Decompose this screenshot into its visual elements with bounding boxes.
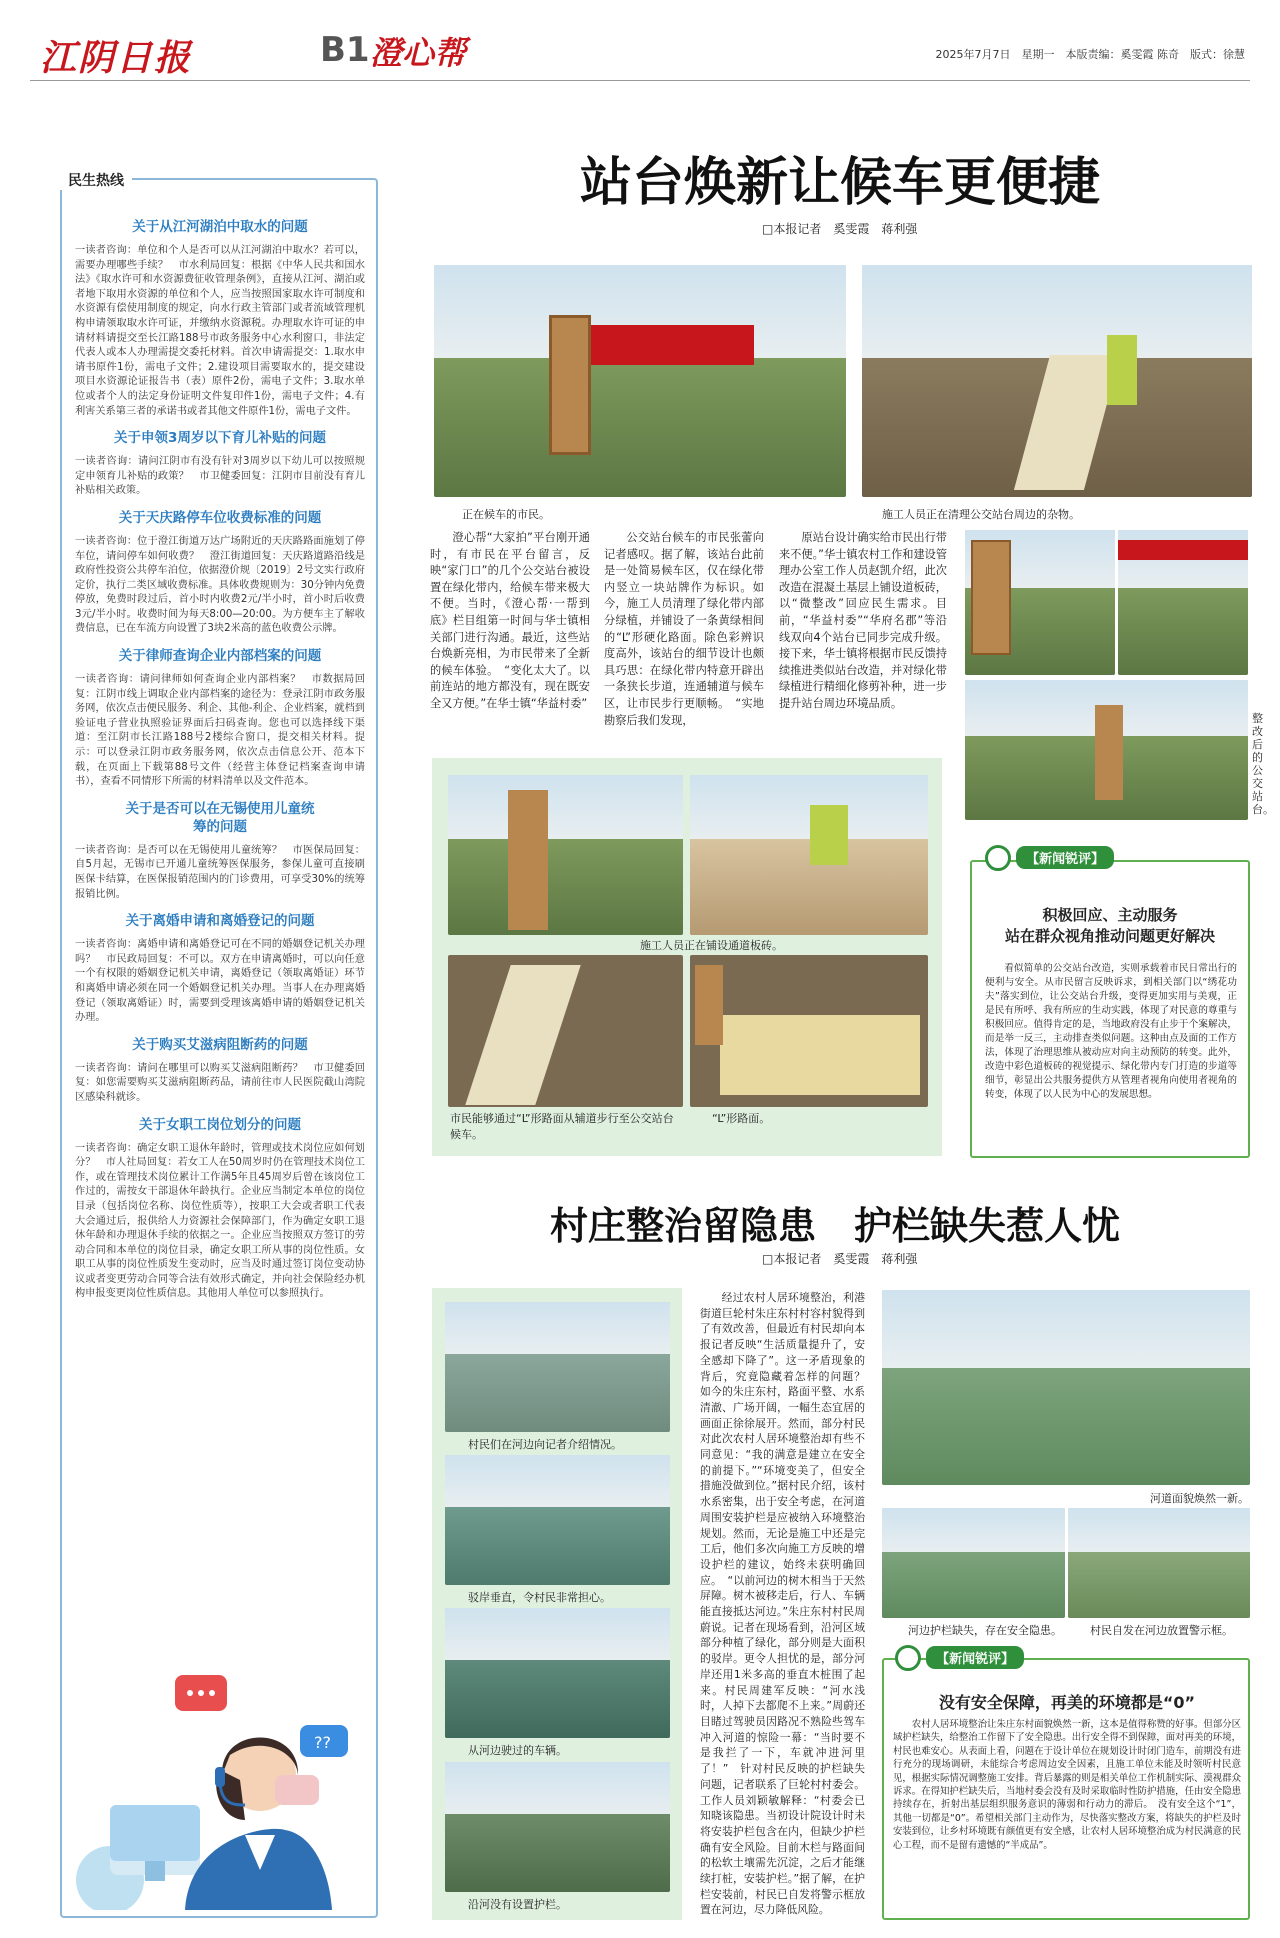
photo-paving-1 [448,775,683,935]
qa-title: 关于律师查询企业内部档案的问题 [118,648,322,665]
story2-headline: 村庄整治留隐患 护栏缺失惹人忧 [549,1204,1120,1248]
customer-service-illustration [70,1655,370,1910]
photo-worker-clearing [862,265,1252,497]
qa-body: 一读者咨询：离婚申请和离婚登记可在不同的婚姻登记机关办理吗？ 市民政局回复：不可以。双方在申请离婚时，可以向任意一个有权限的婚姻登记机关申请，离婚登记（领取离婚证）环节和离婚申请必须在同一个婚姻登记机关办理。当事人在办理离婚登记（领取离婚证）时，需要到受理该离婚申请的婚姻登记机关办理。 [75,939,365,1024]
commentary-title-line2: 站在群众视角推动问题更好解决 [1004,927,1215,945]
qa-body: 一读者咨询：是否可以在无锡使用儿童统筹？ 市医保局回复：自5月起，无锡市已开通儿童统筹医保服务，参保儿童可直接刷医保卡结算，在医保报销范围内的门诊费用，可享受30%的统筹报销比例。 [75,844,365,900]
photo-caption: 村民自发在河边放置警示框。 [1090,1624,1233,1637]
qa-item [75,218,365,419]
photo-caption: 施工人员正在清理公交站台周边的杂物。 [882,508,1080,521]
masthead [30,10,1250,110]
news-commentary-badge [985,845,1114,871]
photo-l-path-1 [448,955,683,1107]
photo-vertical-bank [445,1455,670,1585]
photo-caption: 河道面貌焕然一新。 [1150,1492,1249,1505]
commentary-tag: 【新闻锐评】 [926,1646,1024,1669]
photo-passing-car [445,1608,670,1738]
photo-caption: 驳岸垂直，令村民非常担心。 [468,1591,611,1604]
commentary-tag: 【新闻锐评】 [1016,846,1114,869]
photo-no-railing [445,1762,670,1892]
photo-caption: 村民们在河边向记者介绍情况。 [468,1438,622,1451]
story1-body-col2: 公交站台候车的市民张蕾向记者感叹。据了解，该站台此前是一处简易候车区，仅在绿化带内竖立一块站牌作为标识。如今，施工人员清理了绿化带内部分绿植，并铺设了一条黄绿相间的“L”形硬化路面。除色彩辨识度高外，该站台的细节设计也颇具巧思：在绿化带内特意开辟出一条狭长步道，连通辅道与候车区，让市民步行更顺畅。 “实地勘察后我们发现， [604,531,764,727]
photo-l-path-2 [690,955,928,1107]
qa-item [75,1036,365,1106]
qa-body: 一读者咨询：确定女职工退休年龄时，管理或技术岗位应如何划分？ 市人社局回复：若女工人在50周岁时仍在管理技术岗位工作，或在管理技术岗位累计工作满5年且45周岁后曾在该岗位工作过的，需按女干部退休年龄执行。企业应当制定本单位的岗位目录（包括岗位名称、岗位性质等），按职工大会或者职工代表大会通过后，报供给人力资源社会保障部门，作为确定女职工退休年龄和办理退休手续的依据之一。企业应当按照双方签订的劳动合同和本单位的岗位目录，确定女职工所从事的岗位性质。女职工从事的岗位性质发生变动时，应当及时通过签订岗位变动协议或者变更劳动合同等合法有效形式确定，并向社会保险经办机构申报变更岗位性质信息。其他用人单位可以参照执行。 [75,1142,365,1300]
qa-item [75,912,365,1026]
photo-warning-frame [1068,1508,1250,1618]
qa-list [75,218,365,1302]
header-rule [30,80,1250,81]
photo-caption: 从河边驶过的车辆。 [468,1744,567,1757]
story1-body-col1: 澄心帮“大家拍”平台刚开通时，有市民在平台留言，反映“家门口”的几个公交站台被设置在绿化带内，给候车带来极大不便。当时，《澄心帮·一帮到底》栏目组第一时间与华士镇相关部门进行沟通。最近，这些站台焕新亮相，为市民带来了全新的候车体验。 “变化太大了。以前连站的地方都没有，现在既安全又方便。”在华士镇“华益村委” [430,531,590,710]
qa-title: 关于购买艾滋病阻断药的问题 [132,1036,308,1053]
photo-river-renewed [882,1290,1250,1485]
story1-body-col3: 原站台设计确实给市民出行带来不便。”华士镇农村工作和建设管理办公室工作人员赵凯介绍，此次改造在混凝土基层上铺设道板砖，以“微整改”回应民生需求。目前，“华益村委”“华府名郡”等沿线双向4个站台已同步完成升级。接下来，华士镇将根据市民反馈持续推进类似站台改造，并对绿化带绿植进行精细化修剪补种，进一步提升站台周边环境品质。 [779,531,948,710]
qa-title: 关于申领3周岁以下育儿补贴的问题 [114,430,326,447]
magnifier-icon [895,1645,921,1671]
story1-headline: 站台焕新让候车更便捷 [579,153,1100,213]
qa-title: 关于是否可以在无锡使用儿童统筹的问题 [125,800,315,835]
photo-caption: “L”形路面。 [712,1112,771,1125]
photo-caption: 河边护栏缺失，存在安全隐患。 [908,1624,1062,1637]
photo-renovated-stop-1 [965,530,1115,675]
photo-waiting-citizen [434,265,846,497]
qa-title: 关于从江河湖泊中取水的问题 [132,219,308,235]
commentary-title [982,905,1238,947]
qa-body: 一读者咨询：单位和个人是否可以从江河湖泊中取水？若可以，需要办理哪些手续？ 市水利局回复：根据《中华人民共和国水法》《取水许可和水资源费征收管理条例》，直接从江河、湖泊或者地下取用水资源的单位和个人，应当按照国家取水许可制度和水资源有偿使用制度的规定，向水行政主管部门或者流域管理机构申请领取取水许可证，并缴纳水资源税。办理取水许可证的申请材料请提交至长江路188号市政务服务中心水利窗口，非法定代表人或本人办理需提交委托材料。首次申请需提交：1.取水申请书原件1份，需电子文件；2.建设项目需要取水的，提交建设项目水资源论证报告书（表）原件2份，需电子文件；3.取水单位或者个人的法定身份证明文件复印件1份，需电子文件；4.有利害关系第三者的承诺书或者其他文件原件1份，需电子文件。 [75,245,365,417]
qa-item [75,1116,365,1303]
qa-body: 一读者咨询：请问律师如何查询企业内部档案？ 市数据局回复：江阴市线上调取企业内部档案的途径为：登录江阴市政务服务网，依次点击便民服务、利企、其他-利企、企业档案，就档到验证电子营业执照验证界面后扫码查询。您也可以选择线下渠道：至江阴市长江路188号2楼综合窗口，提交相关材料。提示：可以登录江阴市政务服务网，依次点击信息公开、范本下载，在页面上下载第88号文件（经营主体登记档案查询申请书），查看不同情形下所需的材料清单以及文件范本。 [75,674,365,788]
paper-logo: 江阴日报 [40,37,193,79]
photo-renovated-stop-2 [1118,530,1248,675]
photo-caption-vertical: 整改后的公交站台。 [1252,712,1274,816]
issue-info: 2025年7月7日 星期一 本版责编：奚雯霞 陈奇 版式：徐慧 [935,48,1245,61]
sidebar-tab-title: 民生热线 [60,170,132,190]
qa-item [75,647,365,790]
qa-title: 关于女职工岗位划分的问题 [139,1116,301,1133]
qa-item [75,509,365,637]
qa-title: 关于天庆路停车位收费标准的问题 [118,509,322,526]
photo-caption: 市民能够通过“L”形路面从辅道步行至公交站台候车。 [450,1112,674,1141]
commentary-text: 农村人居环境整治让朱庄东村面貌焕然一新，这本是值得称赞的好事。但部分区域护栏缺失，给整治工作留下了安全隐患。出行安全得不到保障，面对再美的环境，村民也难安心。从表面上看，问题在于设计单位在规划设计时闭门造车，前期没有进行充分的现场调研，未能综合考虑周边安全因素，且施工单位未能及时领听村民意见，根据实际情况调整施工安排。背后暴露的则是相关单位工作机制实际、漠视群众诉求。在得知护栏缺失后，当地村委会没有及时采取临时性防护措施，任由安全隐患持续存在，折射出基层组织服务意识的薄弱和行动力的滞后。 没有安全这个“1”，其他一切都是“0”。希望相关部门主动作为，尽快落实整改方案，将缺失的护栏及时安装到位，让乡村环境既有颜值更有安全感，让农村人居环境整治成为村民满意的民心工程，而不是留有遗憾的“半成品”。 [893,1719,1241,1851]
photo-renovated-stop-3 [965,680,1248,820]
qa-item [75,800,365,902]
qa-title: 关于离婚申请和离婚登记的问题 [125,913,315,930]
story2-byline: □本报记者 奚雯霞 蒋利强 [762,1252,918,1266]
photo-caption: 施工人员正在铺设通道板砖。 [640,939,783,952]
story1-byline: □本报记者 奚雯霞 蒋利强 [762,222,918,236]
qa-item [75,429,365,499]
commentary-title: 没有安全保障，再美的环境都是“0” [938,1693,1196,1712]
magnifier-icon [985,845,1011,871]
svg-text:??: ?? [314,1733,331,1752]
commentary-title-line1: 积极回应、主动服务 [1042,906,1178,924]
section-logo: 澄心帮 [370,34,467,72]
news-commentary-badge [895,1645,1024,1671]
commentary-text: 看似简单的公交站台改造，实则承载着市民日常出行的便利与安全。从市民留言反映诉求，到相关部门以“绣花功夫”落实到位，让公交站台升级，变得更加实用与美观，正是民有所呼、我有所应的生动实践，体现了对民意的尊重与积极回应。值得肯定的是，当地政府没有止步于个案解决，而是举一反三，主动排查类似问题。这种由点及面的工作方法，体现了治理思维从被动应对向主动预防的转变。此外，改造中彩色道板砖的视觉提示、绿化带内专门打造的步道等细节，彰显出公共服务提供方从管理者视角向使用者视角的转变，体现了以人民为中心的发展思想。 [985,963,1237,1100]
photo-paving-2 [690,775,928,935]
photo-caption: 正在候车的市民。 [462,508,550,521]
qa-body: 一读者咨询：请问在哪里可以购买艾滋病阻断药？ 市卫健委回复：如您需要购买艾滋病阻断药品，请前往市人民医院截山湾院区感染科就诊。 [75,1062,365,1103]
story2-body: 经过农村人居环境整治，利港街道巨轮村朱庄东村村容村貌得到了有效改善，但最近有村民却向本报记者反映“生活质量提升了，安全感却下降了”。这一矛盾现象的背后，究竟隐藏着怎样的问题？ 如今的朱庄东村，路面平整、水系清澈、广场开阔，一幅生态宜居的画面正徐徐展开。然而，部分村民对此次农村人居环境整治却有些不同意见：“我的满意是建立在安全的前提下。”“环境变美了，但安全措施没做到位。”据村民介绍，该村水系密集，出于安全考虑，在河道周围安装护栏是应被纳入环境整治规划。然而，无论是施工中还是完工后，他们多次向施工方反映的增设护栏的建议，始终未获明确回应。 “以前河边的树木相当于天然屏障。树木被移走后，行人、车辆能直接抵达河边。”朱庄东村村民周蔚说。记者在现场看到，沿河区域部分种植了绿化，部分则是大面积的驳岸。更令人担忧的是，部分河岸还用1米多高的垂直木桩围了起来。村民周建军反映：“河水浅时，人掉下去都爬不上来。”周蔚还目睹过驾驶员因路况不熟险些驾车冲入河道的惊险一幕：“当时要不是我拦了一下，车就冲进河里了！” 针对村民反映的护栏缺失问题，记者联系了巨轮村村委会。工作人员刘颖敏解释：“村委会已知晓该隐患。当初设计院设计时未将安装护栏包含在内，但缺少护栏确有安全风险。目前木栏与路面间的松软土壤需先沉淀，之后才能继续打桩，安装护栏。”据了解，在护栏安装前，村民已自发将警示框放置在河边，尽力降低风险。 [700,1291,876,1917]
page-label: B1 [320,30,370,70]
photo-missing-railing [882,1508,1065,1618]
photo-villagers [445,1302,670,1432]
qa-body: 一读者咨询：位于澄江街道万达广场附近的天庆路路面施划了停车位，请问停车如何收费？ 澄江街道回复：天庆路道路沿线是政府性投资公共停车泊位，依据澄价规〔2019〕2号文实行政府定价，执行二类区域收费标准。具体收费规则为：30分钟内免费停放，免费时段过后，首小时内收费2元/半小时，首小时后收费3元/半小时。收费时间为每天8:00—20:00。为方便车主了解收费信息，已在车流方向设置了3块2米高的蓝色收费公示牌。 [75,535,365,635]
photo-caption: 沿河没有设置护栏。 [468,1898,567,1911]
qa-body: 一读者咨询：请问江阴市有没有针对3周岁以下幼儿可以按照规定申领育儿补贴的政策？ 市卫健委回复：江阴市目前没有育儿补贴相关政策。 [75,456,365,497]
